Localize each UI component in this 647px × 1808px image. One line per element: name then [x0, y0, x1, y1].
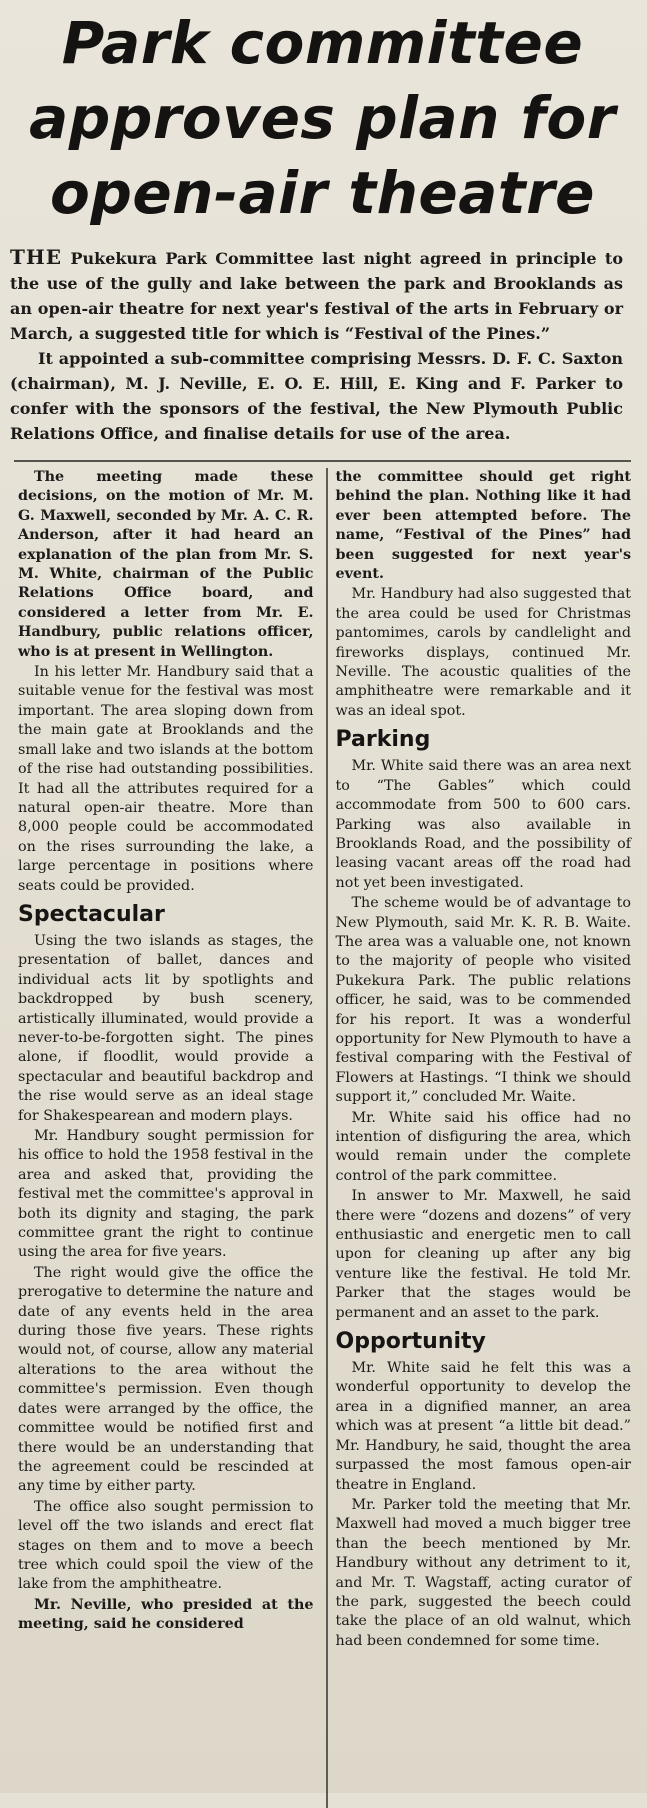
- right-paragraph-5: Mr. White said his office had no intention of disfiguring the area, which would remain under the complete control of the park committee.: [335, 1109, 631, 1184]
- subhead-spectacular: Spectacular: [18, 901, 165, 927]
- left-paragraph-3: Using the two islands as stages, the presentation of ballet, dances and individual acts lit by spotlights and backdropped by bush scenery, artistically illuminated, would provide a never-to-be-forgotten sight. The pines alone, if floodlit, would provide a spectacular and beautiful backdrop and the rise would serve as an ideal stage for Shakespearean and modern plays.: [18, 932, 314, 1124]
- right-paragraph-4: The scheme would be of advantage to New Plymouth, said Mr. K. R. B. Waite. The area was a valuable one, not known to the majority of people who visited Pukekura Park. The public relations officer, he said, was to be commended for his report. It was a wonderful opportunity for New Plymouth to have a festival comparing with the Festival of Flowers at Hastings. “I think we should support it,” concluded Mr. Waite.: [335, 895, 631, 1106]
- right-paragraph-2: Mr. Handbury had also suggested that the area could be used for Christmas pantomimes, carols by candlelight and fireworks displays, continued Mr. Neville. The acoustic qualities of the amphitheatre were remarkable and it was an ideal spot.: [335, 586, 631, 719]
- headline: [8, 4, 637, 231]
- right-paragraph-8: Mr. Parker told the meeting that Mr. Maxwell had moved a much bigger tree than the beech mentioned by Mr. Handbury without any detriment to it, and Mr. T. Wagstaff, acting curator of the park, suggested the beech could take the place of an old walnut, which had been condemned for some time.: [335, 1496, 631, 1649]
- left-paragraph-5: The right would give the office the prerogative to determine the nature and date of any events held in the area during those five years. These rights would not, of course, allow any material alterations to the area without the committee's permission. Even though dates were arranged by the office, the committee would be notified first and there would be an understanding that the agreement could be rescinded at any time by either party.: [18, 1264, 314, 1495]
- subhead-opportunity: Opportunity: [335, 1329, 486, 1355]
- lead-paragraph-1-text: Pukekura Park Committee last night agreed in principle to the use of the gully and lake between the park and Brooklands as an open-air theatre for next year's festival of the arts in February or March, a suggested title for which is “Festival of the Pines.”: [10, 249, 623, 343]
- lead-dropcap: THE: [10, 245, 63, 269]
- subhead-parking: Parking: [335, 727, 431, 753]
- headline-line-3: open-air theatre: [49, 159, 596, 227]
- left-paragraph-2: In his letter Mr. Handbury said that a suitable venue for the festival was most important. The area sloping down from the main gate at Brooklands and the small lake and two islands at the bottom of the rise had outstanding possibilities. It had all the attributes required for a natural open-air theatre. More than 8,000 people could be accommodated on the rises surrounding the lake, a large percentage in positions where seats could be provided.: [18, 664, 314, 894]
- lead-paragraph-1: [10, 245, 623, 346]
- right-column: [324, 468, 632, 1652]
- right-paragraph-7: Mr. White said he felt this was a wonderful opportunity to develop the area in a dignified manner, an area which was at present “a little bit dead.” Mr. Handbury, he said, thought the area surpassed the most famous open-air theatre in England.: [335, 1360, 631, 1493]
- column-divider: [326, 468, 328, 1808]
- right-paragraph-1: the committee should get right behind the plan. Nothing like it had ever been attempted before. The name, “Festival of the Pines” had been suggested for next year's event.: [335, 469, 631, 583]
- left-column: [18, 468, 324, 1652]
- left-paragraph-1: The meeting made these decisions, on the motion of Mr. M. G. Maxwell, seconded by Mr. A. C. R. Anderson, after it had heard an explanation of the plan from Mr. S. M. White, chairman of the Public Relations Office board, and considered a letter from Mr. E. Handbury, public relations officer, who is at present in Wellington.: [18, 469, 314, 660]
- lead-paragraph-2: It appointed a sub-committee comprising Messrs. D. F. C. Saxton (chairman), M. J. Neville, E. O. E. Hill, E. King and F. Parker to confer with the sponsors of the festival, the New Plymouth Public Relations Office, and finalise details for use of the area.: [10, 349, 623, 443]
- headline-line-1: Park committee: [61, 9, 584, 77]
- lead-paragraphs: [8, 245, 637, 446]
- right-paragraph-3: Mr. White said there was an area next to “The Gables” which could accommodate from 500 to 600 cars. Parking was also available in Brooklands Road, and the possibility of leasing vacant areas off the road had not yet been investigated.: [335, 758, 631, 891]
- left-paragraph-6: The office also sought permission to level off the two islands and erect flat stages on them and to move a beech tree which could spoil the view of the lake from the amphitheatre.: [18, 1498, 314, 1593]
- left-paragraph-7: Mr. Neville, who presided at the meeting, said he considered: [18, 1596, 314, 1633]
- right-paragraph-6: In answer to Mr. Maxwell, he said there were “dozens and dozens” of very enthusiastic and energetic men to call upon for cleaning up after any big venture like the festival. He told Mr. Parker that the stages would be permanent and an asset to the park.: [335, 1188, 631, 1321]
- article-columns: [18, 468, 631, 1652]
- left-paragraph-4: Mr. Handbury sought permission for his office to hold the 1958 festival in the area and asked that, providing the festival met the committee's approval in both its dignity and staging, the park committee grant the right to continue using the area for five years.: [18, 1128, 314, 1261]
- section-divider: [14, 460, 631, 462]
- headline-line-2: approves plan for: [29, 84, 616, 152]
